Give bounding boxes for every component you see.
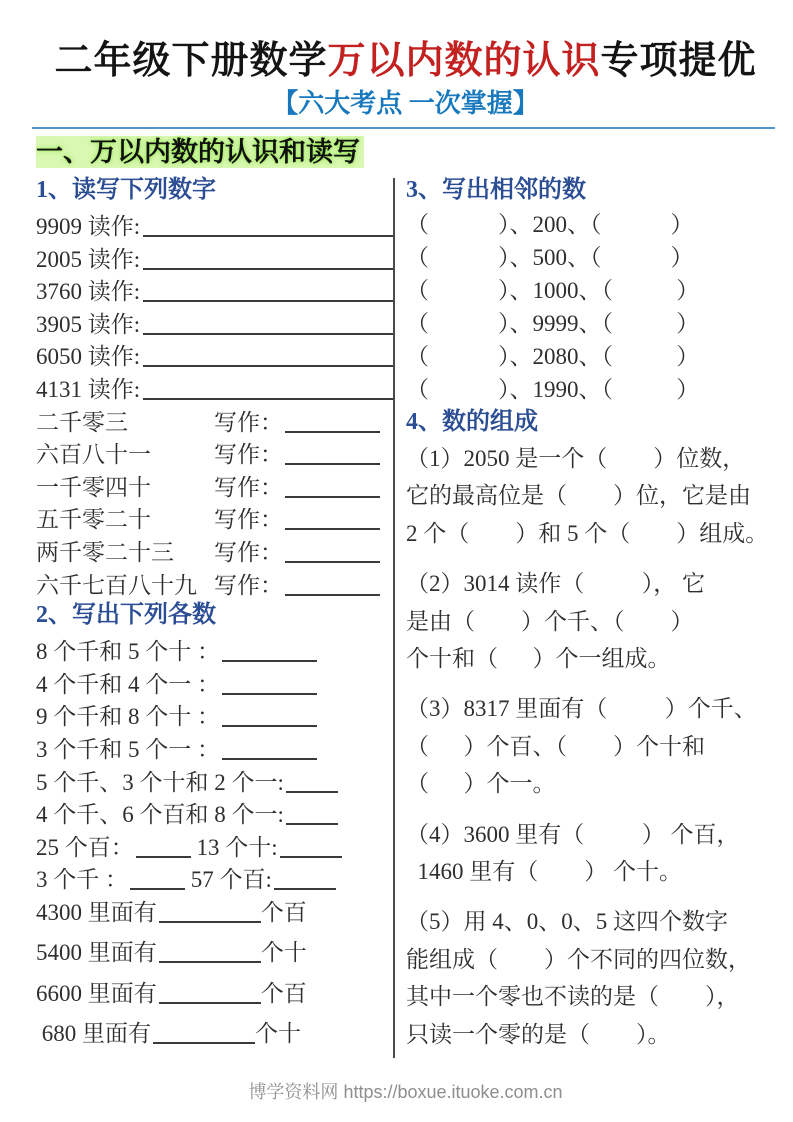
answer-blank (274, 886, 336, 890)
q2-row (36, 894, 393, 935)
q2-row (36, 861, 393, 894)
neighbor-row: （ ）、1990、（ ） (406, 377, 700, 402)
answer-blank (285, 559, 380, 563)
q2-row (36, 934, 393, 975)
section-heading (36, 134, 775, 170)
write-label: 写作： (214, 474, 283, 500)
q4-line: （2）3014 读作（ ）， 它 (406, 571, 705, 597)
row-text: 3 个千 ： (36, 867, 128, 893)
q2-row (36, 666, 393, 699)
answer-blank (285, 494, 380, 498)
write-row (36, 469, 393, 502)
answer-blank (222, 691, 317, 695)
read-prompt: 6050 读作: (36, 344, 141, 370)
answer-blank (286, 789, 338, 793)
q4-part (406, 690, 775, 802)
row-text: 4 个千和 4 个一 ： (36, 671, 220, 697)
answer-blank (285, 526, 380, 530)
q3-row-list (406, 208, 775, 406)
q4-part (406, 440, 775, 552)
row-text: 个十 (260, 940, 307, 966)
read-row (36, 208, 393, 241)
row-text: 13 个十: (190, 834, 278, 860)
q4-line: 其中一个零也不读的是（ ）， (406, 984, 740, 1010)
answer-blank (143, 266, 393, 270)
answer-blank (159, 959, 261, 963)
q4-line: （3）8317 里面有（ ）个千、 (406, 696, 757, 722)
q4-line: （1）2050 是一个（ ）位数， (406, 446, 746, 471)
read-prompt: 4131 读作: (36, 376, 141, 402)
answer-blank (159, 1000, 261, 1004)
q4-part (406, 565, 775, 677)
read-prompt: 2005 读作: (36, 246, 141, 272)
neighbor-row: （ ）、9999、（ ） (406, 311, 700, 336)
write-label: 写作： (214, 442, 283, 468)
page-subtitle: 【六大考点 一次掌握】 (272, 89, 539, 118)
q2-row (36, 731, 393, 764)
row-text: 个百 (260, 899, 307, 925)
row-text: 680 里面有 (36, 1021, 151, 1047)
row-text: 5 个千、3 个十和 2 个一: (36, 769, 284, 795)
answer-blank (222, 658, 317, 662)
answer-blank (285, 461, 380, 465)
row-text: 5400 里面有 (36, 940, 157, 966)
q2-heading: 2、写出下列各数 (36, 602, 216, 629)
answer-blank (159, 919, 261, 923)
read-row (36, 371, 393, 404)
answer-blank (143, 233, 393, 237)
write-word: 二千零三 (36, 409, 128, 435)
neighbor-row: （ ）、500、（ ） (406, 245, 694, 270)
answer-blank (143, 298, 393, 302)
q4-line: 能组成（ ）个不同的四位数， (406, 946, 751, 972)
write-word: 一千零四十 (36, 474, 151, 500)
title-segment-left: 二年级下册数学 (54, 40, 328, 82)
answer-blank (285, 592, 380, 596)
q4-line: （5）用 4、0、0、5 这四个数字 (406, 909, 728, 935)
q4-line: 它的最高位是（ ）位，它是由 (406, 483, 751, 509)
header-rule (32, 127, 775, 129)
answer-blank (143, 363, 393, 367)
page-footer: 博学资料网 https://boxue.ituoke.com.cn (248, 1082, 563, 1103)
answer-blank (286, 821, 338, 825)
write-label: 写作： (214, 507, 283, 533)
write-word: 六百八十一 (36, 442, 151, 468)
write-label: 写作： (214, 409, 283, 435)
q4-part (406, 816, 775, 891)
q4-line: 2 个（ ）和 5 个（ ）组成。 (406, 520, 769, 546)
q1-read-list (36, 208, 393, 404)
write-word: 六千七百八十九 (36, 572, 197, 598)
q2-row (36, 1015, 393, 1056)
read-prompt: 3905 读作: (36, 311, 141, 337)
answer-blank (222, 723, 317, 727)
title-segment-red: 万以内数的认识 (327, 40, 601, 82)
row-text: 25 个百： (36, 834, 134, 860)
q4-heading: 4、数的组成 (406, 409, 538, 435)
q1-write-list (36, 404, 393, 600)
q4-line: 只读一个零的是（ ）。 (406, 1021, 671, 1047)
answer-blank (153, 1040, 255, 1044)
write-row (36, 567, 393, 600)
q2-row (36, 764, 393, 797)
right-column (395, 174, 775, 1066)
read-row (36, 241, 393, 274)
page-title (36, 38, 775, 84)
write-row (36, 501, 393, 534)
row-text: 4300 里面有 (36, 899, 157, 925)
read-row (36, 306, 393, 339)
q2-row-list (36, 633, 393, 1056)
neighbor-row: （ ）、200、（ ） (406, 212, 694, 237)
row-text: 6600 里面有 (36, 980, 157, 1006)
q4-line: 1460 里有（ ） 个十。 (406, 859, 682, 885)
read-row (36, 273, 393, 306)
row-text: 57 个百: (185, 867, 272, 893)
q4-line: 是由（ ）个千、（ ） (406, 608, 694, 634)
write-word: 五千零二十 (36, 507, 151, 533)
left-column (36, 174, 393, 1066)
worksheet-columns (36, 174, 775, 1066)
section-heading-highlight: 一、万以内数的认识和读写 (36, 136, 364, 168)
write-label: 写作： (214, 572, 283, 598)
write-row (36, 404, 393, 437)
neighbor-row: （ ）、2080、（ ） (406, 344, 700, 369)
q4-line: （4）3600 里有（ ） 个百， (406, 821, 740, 847)
read-prompt: 9909 读作: (36, 214, 141, 239)
read-prompt: 3760 读作: (36, 279, 141, 305)
row-text: 4 个千、6 个百和 8 个一: (36, 802, 284, 828)
write-row (36, 534, 393, 567)
q4-part-list (406, 440, 775, 1053)
row-text: 9 个千和 8 个十 ： (36, 704, 220, 730)
row-text: 个百 (260, 980, 307, 1006)
q2-row (36, 633, 393, 666)
neighbor-row: （ ）、1000、（ ） (406, 278, 700, 303)
write-row (36, 436, 393, 469)
row-text: 8 个千和 5 个十 ： (36, 639, 220, 665)
answer-blank (280, 854, 342, 858)
answer-blank (130, 886, 185, 890)
title-segment-right: 专项提优 (600, 40, 757, 82)
q2-row (36, 829, 393, 862)
answer-blank (136, 854, 191, 858)
answer-blank (143, 331, 393, 335)
q2-row (36, 796, 393, 829)
read-row (36, 338, 393, 371)
row-text: 3 个千和 5 个一 ： (36, 736, 220, 762)
q2-row (36, 975, 393, 1016)
answer-blank (285, 429, 380, 433)
write-word: 两千零二十三 (36, 539, 174, 565)
q4-line: 个十和（ ）个一组成。 (406, 646, 671, 672)
answer-blank (143, 396, 393, 400)
q4-part (406, 903, 775, 1053)
q4-line: （ ）个一。 (406, 771, 556, 797)
q2-row (36, 698, 393, 731)
q1-heading: 1、读写下列数字 (36, 177, 216, 203)
q3-heading: 3、写出相邻的数 (406, 177, 586, 203)
answer-blank (222, 756, 317, 760)
write-label: 写作： (214, 539, 283, 565)
row-text: 个十 (255, 1021, 301, 1047)
q4-line: （ ）个百、（ ）个十和 (406, 733, 705, 759)
